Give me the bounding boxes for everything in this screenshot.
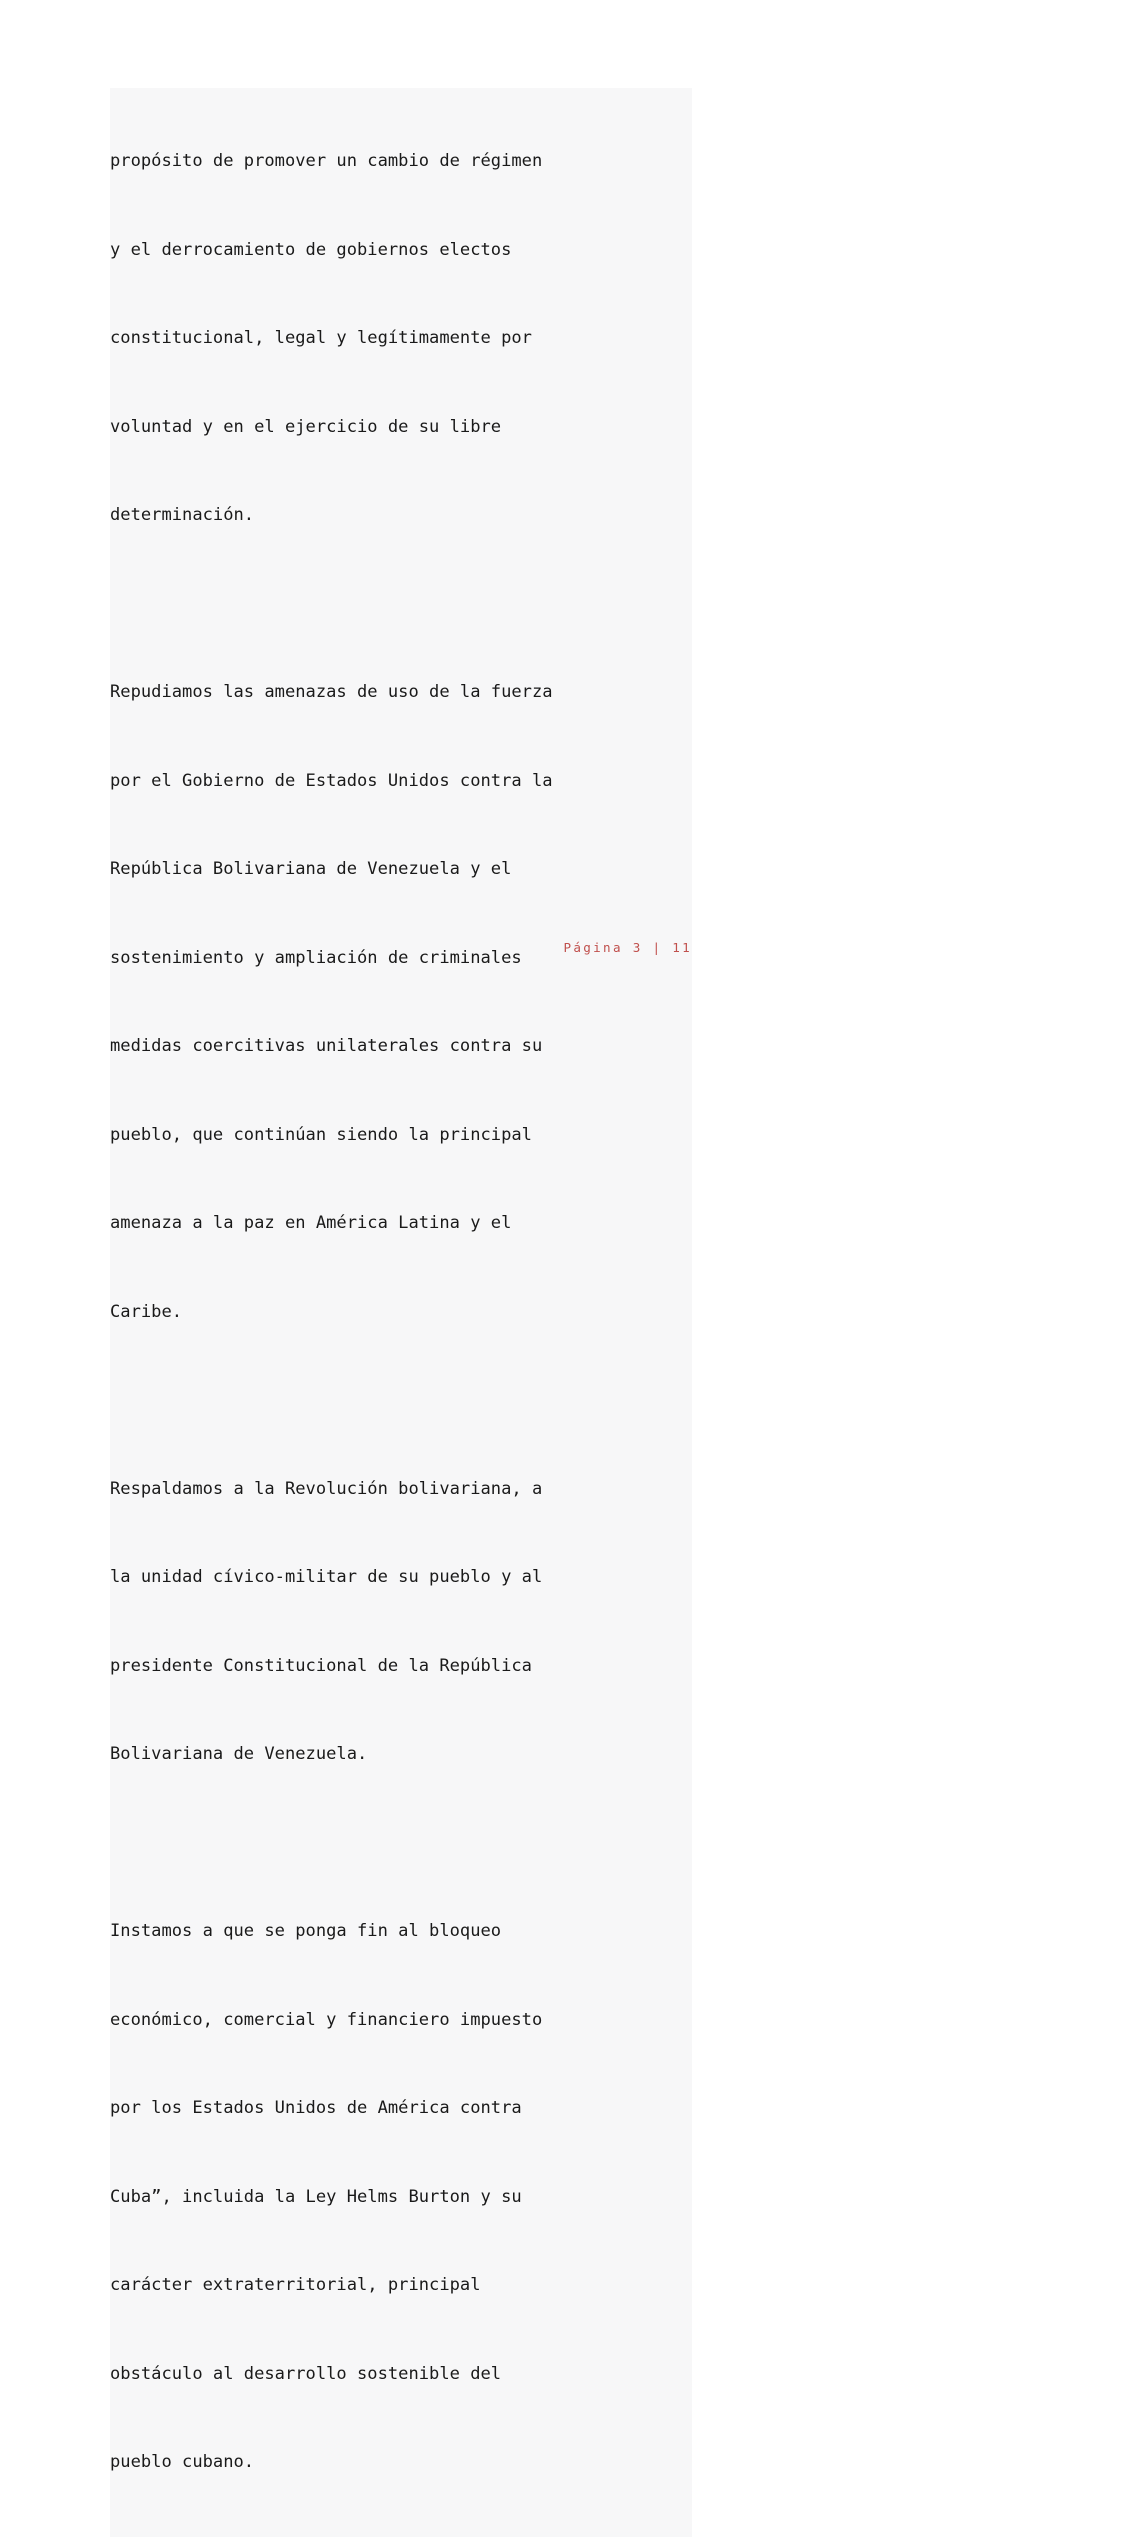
text-line: medidas coercitivas unilaterales contra su — [110, 1036, 543, 1056]
text-line: voluntad y en el ejercicio de su libre — [110, 416, 502, 437]
paragraph-1 — [110, 88, 692, 590]
text-line: sostenimiento y ampliación de criminales — [110, 947, 522, 968]
document-text-block — [110, 88, 692, 2537]
text-line: la unidad cívico-militar de su pueblo y al — [110, 1567, 543, 1587]
text-line: Bolivariana de Venezuela. — [110, 1744, 368, 1764]
text-line: obstáculo al desarrollo sostenible del — [110, 2363, 502, 2384]
text-line: propósito de promover un cambio de régimen — [110, 151, 543, 171]
text-line: Respaldamos a la Revolución bolivariana, a — [110, 1478, 543, 1499]
text-line: determinación. — [110, 505, 255, 525]
text-line: amenaza a la paz en América Latina y el — [110, 1213, 512, 1233]
paragraph-3 — [110, 1416, 692, 1829]
text-line: Instamos a que se ponga fin al bloqueo — [110, 1921, 502, 1941]
page-number-footer: Página 3 | 11 — [563, 940, 692, 955]
text-line: pueblo, que continúan siendo la principal — [110, 1124, 532, 1145]
text-line: Caribe. — [110, 1301, 183, 1322]
text-line: República Bolivariana de Venezuela y el — [110, 859, 512, 879]
paragraph-4 — [110, 1858, 692, 2537]
text-line: Repudiamos las amenazas de uso de la fuerza — [110, 682, 553, 702]
text-line: carácter extraterritorial, principal — [110, 2275, 481, 2295]
text-line: Cuba”, incluida la Ley Helms Burton y su — [110, 2186, 522, 2207]
text-line: por los Estados Unidos de América contra — [110, 2098, 522, 2118]
text-line: pueblo cubano. — [110, 2452, 255, 2472]
text-line: constitucional, legal y legítimamente por — [110, 328, 532, 348]
text-line: por el Gobierno de Estados Unidos contra la — [110, 770, 553, 791]
text-line: presidente Constitucional de la República — [110, 1655, 532, 1676]
text-line: económico, comercial y financiero impuesto — [110, 2009, 543, 2030]
paragraph-2 — [110, 619, 692, 1386]
text-line: y el derrocamiento de gobiernos electos — [110, 239, 512, 260]
